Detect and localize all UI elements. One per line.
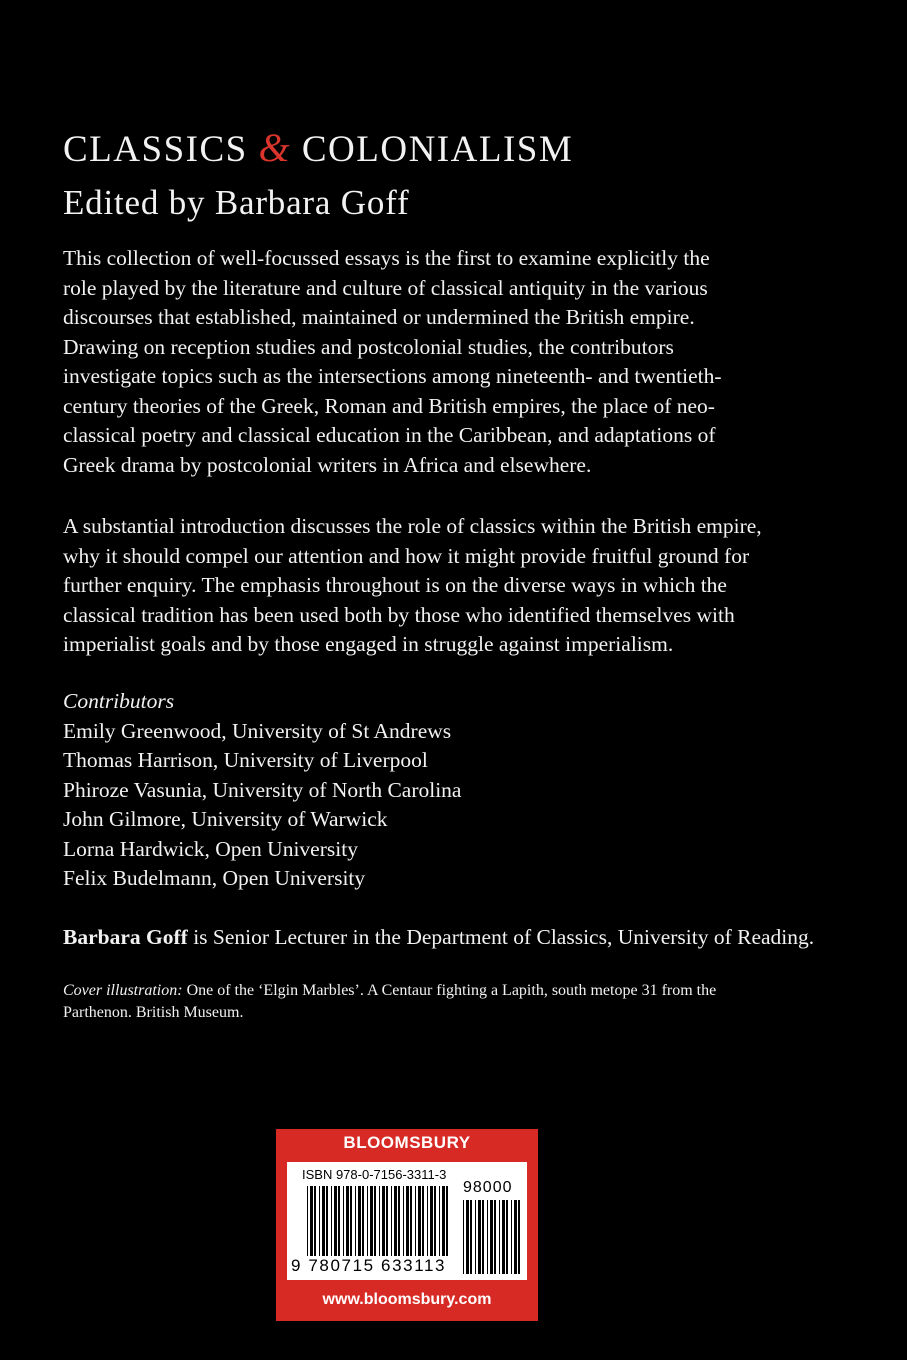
barcode-bar [502, 1200, 505, 1274]
barcode-bar [518, 1200, 520, 1274]
barcode-bar [374, 1186, 376, 1256]
barcode-bar [370, 1186, 373, 1256]
text-line: why it should compel our attention and how it might provide fruitful ground for [63, 543, 750, 568]
barcode-bar [446, 1186, 448, 1256]
barcode-bar [382, 1186, 385, 1256]
credit-text-1: One of the ‘Elgin Marbles’. A Centaur fighting a Lapith, south metope 31 from the [182, 982, 717, 999]
cover-credit [63, 980, 843, 1024]
contributor-item: Thomas Harrison, University of Liverpool [63, 748, 428, 772]
text-line: Greek drama by postcolonial writers in Africa and elsewhere. [63, 452, 592, 477]
text-line: further enquiry. The emphasis throughout is on the diverse ways in which the [63, 573, 727, 597]
text-line: role played by the literature and culture of classical antiquity in the various [63, 275, 708, 300]
text-line: This collection of well-focussed essays is the first to examine explicitly the [63, 246, 710, 270]
barcode-bar [319, 1186, 320, 1256]
contributor-item: Phiroze Vasunia, University of North Carolina [63, 777, 462, 802]
credit-text-2: Parthenon. British Museum. [63, 1004, 244, 1021]
barcode-digits: 9 780715 633113 [291, 1256, 447, 1275]
barcode-bar [427, 1186, 428, 1256]
title-part2: COLONIALISM [301, 129, 574, 170]
barcode-block [276, 1129, 538, 1321]
barcode-bar [434, 1186, 436, 1256]
bio-name: Barbara Goff [63, 925, 188, 949]
text-line: A substantial introduction discusses the role of classics within the British empire, [63, 514, 762, 538]
text-line: classical poetry and classical education in the Caribbean, and adaptations of [63, 423, 716, 447]
barcode-bar [466, 1200, 469, 1274]
barcode-bar [439, 1186, 440, 1256]
contributor-item: Emily Greenwood, University of St Andrews [63, 718, 452, 743]
barcode-bar [430, 1186, 433, 1256]
text-line: classical tradition has been used both by those who identified themselves with [63, 602, 735, 627]
book-title [63, 124, 573, 174]
barcode-bar [482, 1200, 484, 1274]
barcode-bar [470, 1200, 472, 1274]
barcode-bar [314, 1186, 316, 1256]
barcode-bar [391, 1186, 392, 1256]
barcode-bar [514, 1200, 517, 1274]
barcode-bar [487, 1200, 488, 1274]
barcode-bar [511, 1200, 512, 1274]
editor-bio [63, 923, 814, 953]
isbn-text: ISBN 978-0-7156-3311-3 [302, 1167, 447, 1182]
barcode-bar [442, 1186, 445, 1256]
barcode-panel [287, 1162, 527, 1280]
barcode-bar [475, 1200, 476, 1274]
barcode-bar [490, 1200, 493, 1274]
contributor-item: Felix Budelmann, Open University [63, 866, 366, 890]
barcode-bar [367, 1186, 368, 1256]
barcode-bar [322, 1186, 325, 1256]
barcode-bar [307, 1186, 308, 1256]
barcode-bar [494, 1200, 496, 1274]
text-line: century theories of the Greek, Roman and British empires, the place of neo- [63, 393, 715, 418]
contributor-item: Lorna Hardwick, Open University [63, 836, 358, 861]
barcode-bar [326, 1186, 328, 1256]
barcode-bar [398, 1186, 400, 1256]
contributors-heading: Contributors [63, 689, 175, 713]
credit-label: Cover illustration: [63, 982, 183, 999]
barcode-bar [350, 1186, 352, 1256]
barcode-bar [463, 1200, 464, 1274]
text-line: imperialist goals and by those engaged in struggle against imperialism. [63, 632, 674, 656]
barcode-bar [334, 1186, 337, 1256]
text-line: investigate topics such as the intersections among nineteenth- and twentieth- [63, 364, 722, 388]
barcode-bar [379, 1186, 380, 1256]
bio-text: is Senior Lecturer in the Department of Classics, University of Reading. [187, 925, 815, 949]
barcode-bar [338, 1186, 340, 1256]
contributors-section [63, 687, 461, 894]
barcode-bar [418, 1186, 421, 1256]
barcode-bar [422, 1186, 424, 1256]
description-paragraph-1 [63, 244, 853, 480]
credit-line-1 [63, 980, 843, 1002]
barcode-bar [415, 1186, 416, 1256]
barcode-bar [310, 1186, 313, 1256]
contributor-item: John Gilmore, University of Warwick [63, 807, 388, 831]
barcode-bar [499, 1200, 500, 1274]
publisher-url: www.bloomsbury.com [322, 1291, 492, 1308]
barcode-bar [403, 1186, 404, 1256]
publisher-logo: BLOOMSBURY [343, 1133, 471, 1152]
barcode-bar [386, 1186, 388, 1256]
barcode-bar [406, 1186, 409, 1256]
editor-line: Edited by Barbara Goff [63, 183, 410, 222]
barcode-bar [478, 1200, 481, 1274]
title-part1: CLASSICS [63, 129, 248, 170]
barcode-bar [362, 1186, 364, 1256]
barcode-bar [346, 1186, 349, 1256]
text-line: discourses that established, maintained or undermined the British empire. [63, 305, 695, 329]
barcode-bar [394, 1186, 397, 1256]
barcode-bar [358, 1186, 361, 1256]
text-line: Drawing on reception studies and postcolonial studies, the contributors [63, 334, 674, 359]
barcode-bar [506, 1200, 508, 1274]
barcode-bar [410, 1186, 412, 1256]
barcode-bar [355, 1186, 356, 1256]
barcode-bar [343, 1186, 344, 1256]
description-paragraph-2 [63, 512, 853, 660]
title-ampersand: & [258, 125, 292, 170]
barcode-bar [331, 1186, 332, 1256]
price-code: 98000 [463, 1179, 513, 1196]
